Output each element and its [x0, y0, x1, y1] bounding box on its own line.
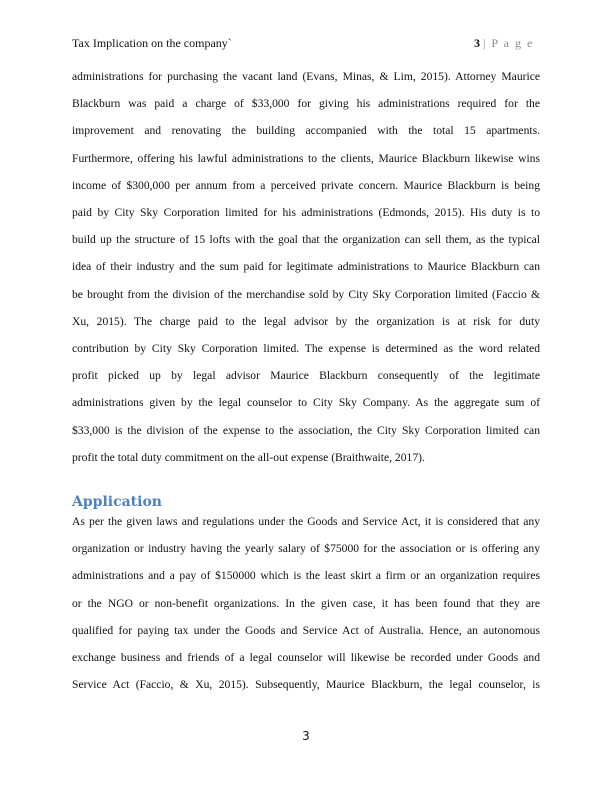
- text-line: Service Act (Faccio, & Xu, 2015). Subsequently, Maurice Blackburn, the legal counselor, is: [72, 678, 540, 692]
- text-line: exchange business and friends of a legal counselor will likewise be recorded under Goods and: [72, 651, 540, 664]
- text-line: administrations for purchasing the vacant land (Evans, Minas, & Lim, 2015). Attorney Maurice: [72, 70, 540, 83]
- text-line: administrations given by the legal counselor to City Sky Company. As the aggregate sum of: [72, 396, 540, 410]
- footer-page-number: 3: [302, 729, 310, 743]
- text-line: profit the total duty commitment on the all-out expense (Braithwaite, 2017).: [72, 450, 425, 464]
- text-line: organization or industry having the yearly salary of $75000 for the association or is offering any: [72, 542, 540, 556]
- text-line: or the NGO or non-benefit organizations. In the given case, it has been found that they are: [72, 596, 540, 610]
- text-line: Xu, 2015). The charge paid to the legal advisor by the organization is at risk for duty: [72, 314, 540, 328]
- text-line: As per the given laws and regulations under the Goods and Service Act, it is considered that any: [72, 515, 540, 528]
- text-line: build up the structure of 15 lofts with the goal that the organization can sell them, as the typical: [72, 233, 540, 247]
- text-line: Furthermore, offering his lawful administrations to the clients, Maurice Blackburn likewise wins: [72, 151, 540, 165]
- text-line: contribution by City Sky Corporation limited. The expense is determined as the word related: [72, 342, 540, 355]
- text-line: qualified for paying tax under the Goods and Service Act of Australia. Hence, an autonomous: [72, 623, 540, 637]
- page-label: | P a g e: [483, 36, 534, 50]
- text-line: be brought from the division of the merchandise sold by City Sky Corporation limited (Faccio &: [72, 287, 540, 301]
- text-line: income of $300,000 per annum from a perceived private concern. Maurice Blackburn is being: [72, 178, 540, 192]
- header-page-number: [474, 36, 534, 51]
- text-line: $33,000 is the division of the expense to the association, the City Sky Corporation limited can: [72, 423, 540, 437]
- text-line: Blackburn was paid a charge of $33,000 for giving his administrations required for the: [72, 97, 540, 111]
- text-line: administrations and a pay of $150000 which is the least skirt a firm or an organization requires: [72, 569, 540, 583]
- header-title: Tax Implication on the company`: [72, 36, 232, 50]
- text-line: idea of their industry and the sum paid for legitimate administrations to Maurice Blackburn can: [72, 260, 540, 274]
- section-heading: Application: [72, 494, 162, 510]
- text-line: paid by City Sky Corporation limited for his administrations (Edmonds, 2015). His duty is to: [72, 206, 540, 219]
- text-line: improvement and renovating the building accompanied with the total 15 apartments.: [72, 124, 540, 138]
- text-line: profit picked up by legal advisor Maurice Blackburn consequently of the legitimate: [72, 369, 540, 383]
- page-number: 3: [474, 36, 480, 50]
